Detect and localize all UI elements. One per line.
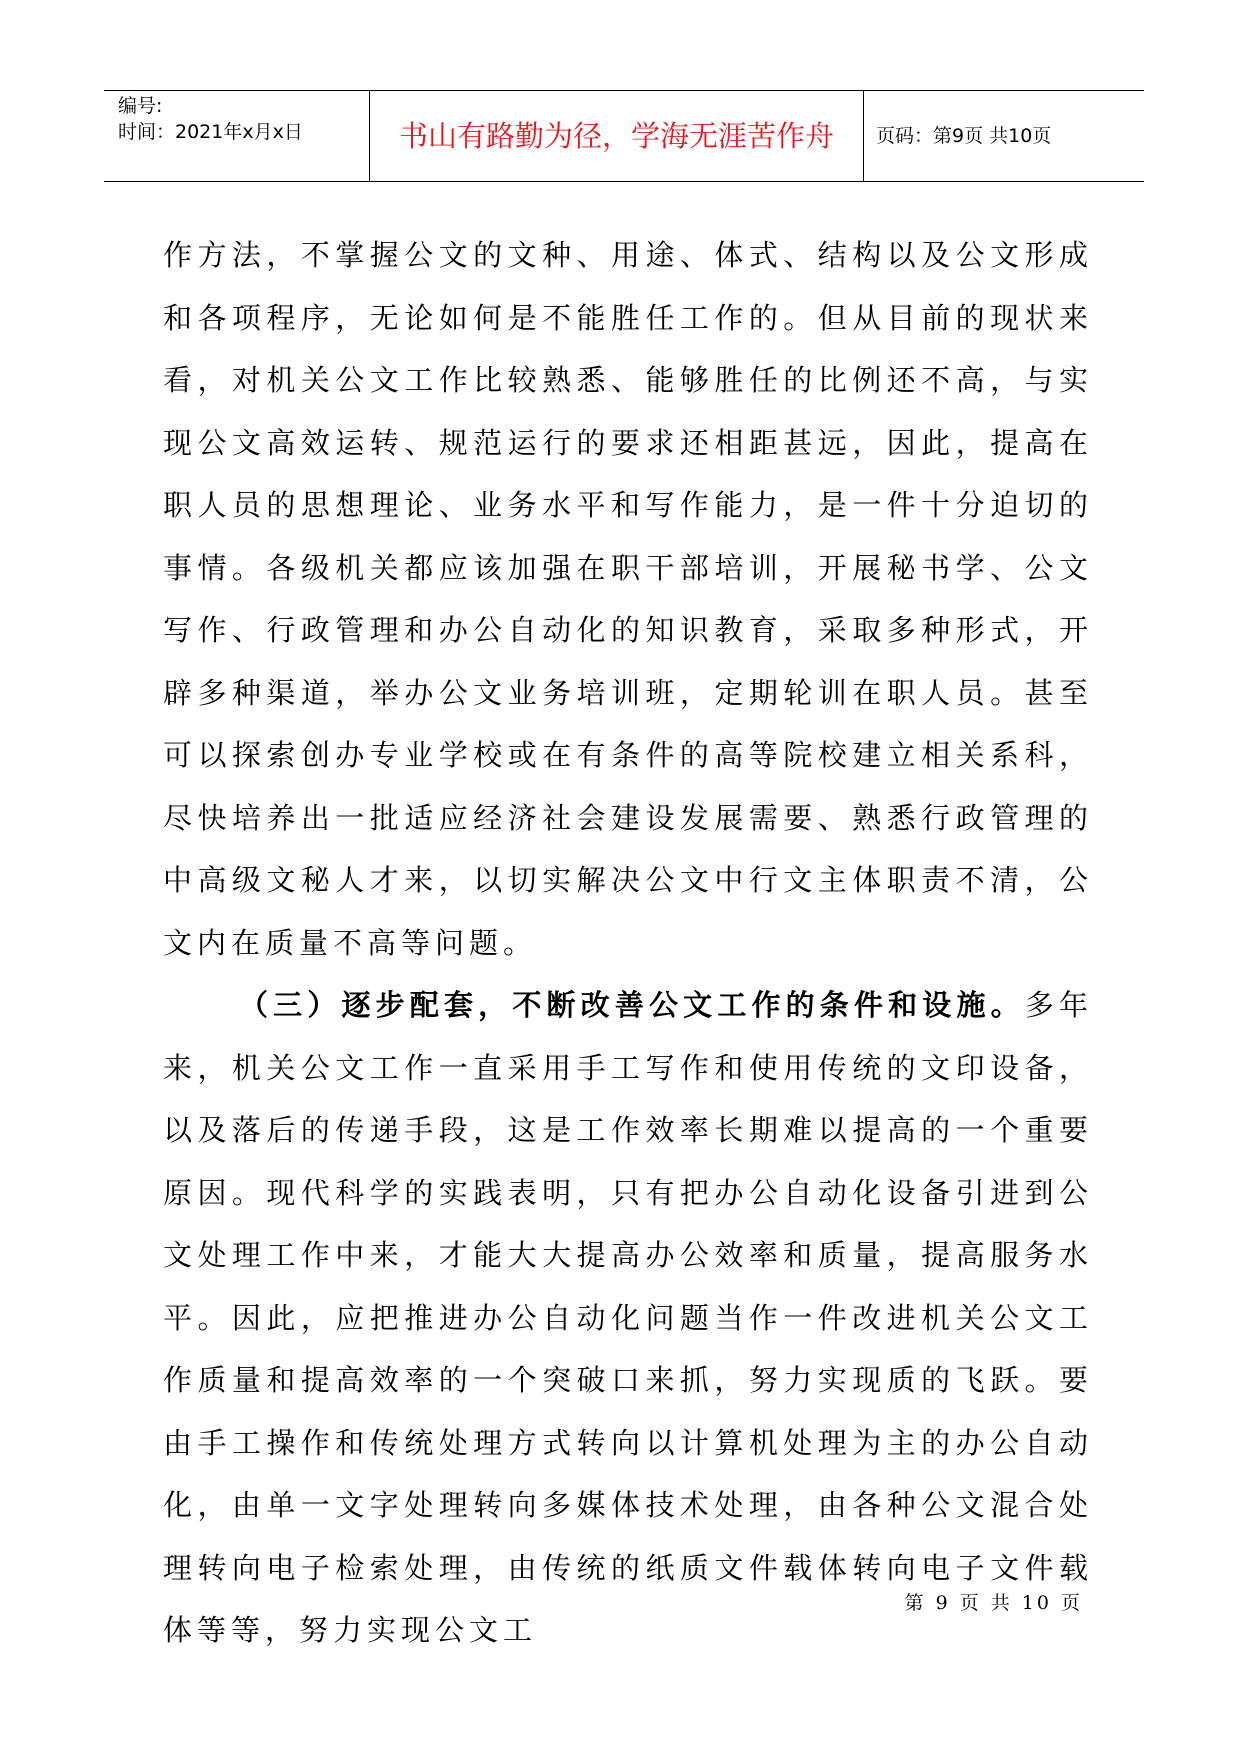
body-paragraph-section-3 <box>163 974 1093 1662</box>
body-paragraph: 作方法，不掌握公文的文种、用途、体式、结构以及公文形成和各项程序，无论如何是不能胜任工作的。但从目前的现状来看，对机关公文工作比较熟悉、能够胜任的比例还不高，与实现公文高效运转、规范运行的要求还相距甚远，因此，提高在职人员的思想理论、业务水平和写作能力，是一件十分迫切的事情。各级机关都应该加强在职干部培训，开展秘书学、公文写作、行政管理和办公自动化的知识教育，采取多种形式，开辟多种渠道，举办公文业务培训班，定期轮训在职人员。甚至可以探索创办专业学校或在有条件的高等院校建立相关系科，尽快培养出一批适应经济社会建设发展需要、熟悉行政管理的中高级文秘人才来，以切实解决公文中行文主体职责不清，公文内在质量不高等问题。 <box>163 238 1093 960</box>
page-footer-number: 第 9 页 共 10 页 <box>904 1592 1083 1614</box>
document-code-label: 编号: <box>118 95 163 117</box>
document-body <box>163 224 1093 1662</box>
header-motto: 书山有路勤为径，学海无涯苦作舟 <box>398 119 834 153</box>
section-heading: （三）逐步配套，不断改善公文工作的条件和设施。 <box>239 988 1025 1022</box>
document-time-label: 时间：2021年x月x日 <box>118 121 303 143</box>
document-header <box>104 90 1144 182</box>
header-page-cell <box>864 91 1144 181</box>
header-info-cell <box>104 91 370 181</box>
header-page-code: 页码：第9页 共10页 <box>876 125 1052 147</box>
header-motto-cell <box>370 91 864 181</box>
section-text: 多年来，机关公文工作一直采用手工写作和使用传统的文印设备，以及落后的传递手段，这是工作效率长期难以提高的一个重要原因。现代科学的实践表明，只有把办公自动化设备引进到公文处理工作中来，才能大大提高办公效率和质量，提高服务水平。因此，应把推进办公自动化问题当作一件改进机关公文工作质量和提高效率的一个突破口来抓，努力实现质的飞跃。要由手工操作和传统处理方式转向以计算机处理为主的办公自动化，由单一文字处理转向多媒体技术处理，由各种公文混合处理转向电子检索处理，由传统的纸质文件载体转向电子文件载体等等，努力实现公文工 <box>163 988 1093 1647</box>
